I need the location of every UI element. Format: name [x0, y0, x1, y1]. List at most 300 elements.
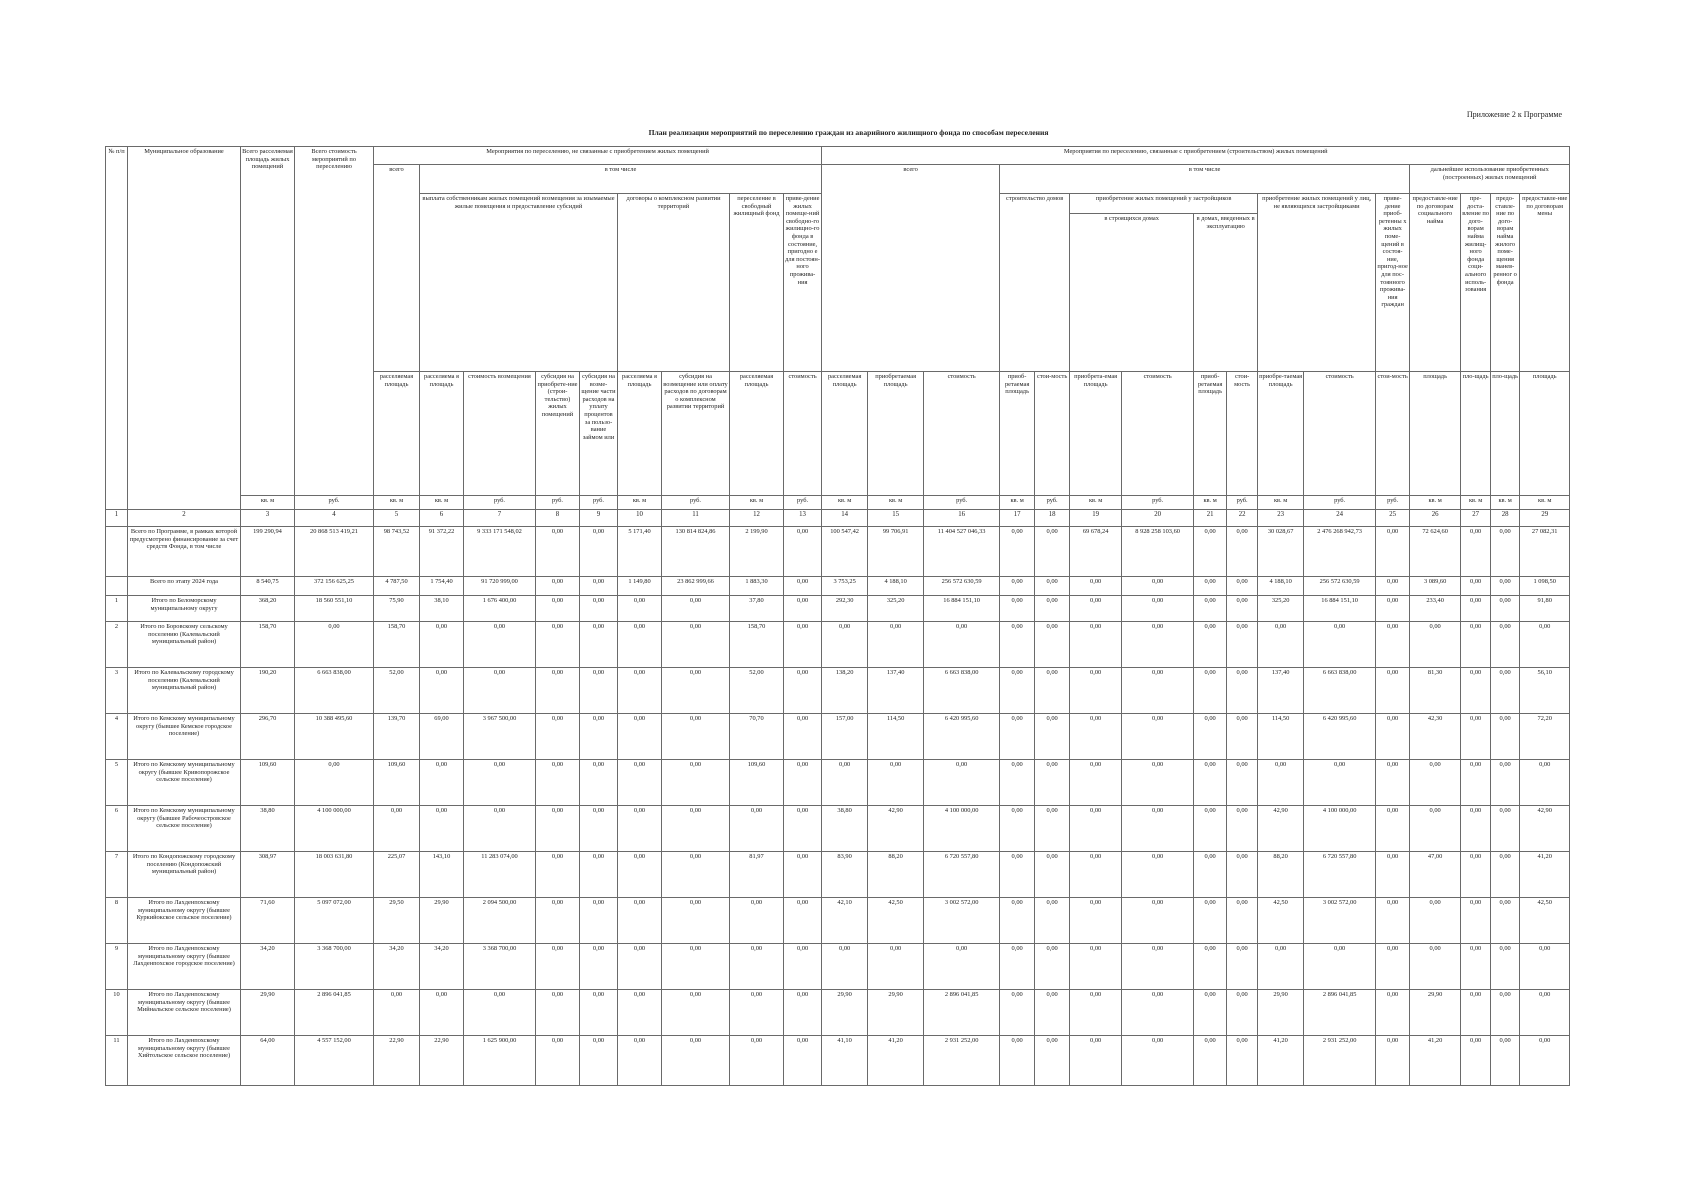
cell-value: 0,00: [662, 806, 730, 852]
resettlement-plan-table: [105, 146, 1570, 1086]
header-column-name: [580, 372, 618, 496]
header-column-name: [1520, 372, 1570, 496]
cell-value: 0,00: [1227, 898, 1258, 944]
cell-value: 0,00: [822, 944, 868, 990]
cell-value: 6 420 995,60: [1304, 714, 1376, 760]
cell-value: 2 199,90: [730, 527, 784, 577]
cell-value: 0,00: [1070, 596, 1122, 622]
header-unit: руб.: [1227, 496, 1258, 510]
cell-value: 0,00: [580, 806, 618, 852]
cell-municipality: Итого по Кемскому муниципальному округу (бывшее Кривопорожское сельское поселение): [128, 760, 241, 806]
header-unit: руб.: [580, 496, 618, 510]
cell-value: 114,50: [1258, 714, 1304, 760]
cell-value: 0,00: [1070, 668, 1122, 714]
cell-value: 0,00: [1035, 714, 1070, 760]
cell-value: 0,00: [662, 1036, 730, 1086]
cell-municipality: Всего по Программе, в рамках которой предусмотрено финансирование за счет средств Фонда, в том числе: [128, 527, 241, 577]
cell-value: 0,00: [1304, 944, 1376, 990]
cell-value: 0,00: [618, 852, 662, 898]
header-buy-in-ready-houses: в домах, введенных в эксплуатацию: [1194, 214, 1258, 372]
cell-value: 0,00: [1035, 596, 1070, 622]
header-column-number: 9: [580, 510, 618, 527]
cell-value: 0,00: [1122, 760, 1194, 806]
header-total-no-acquisition: всего: [374, 165, 420, 372]
header-social-use-rent: пре-доста-вление по дого-ворам найма жилищ-ного фонда соци-ального исполь-зования: [1461, 194, 1491, 372]
cell-row-number: 10: [106, 990, 128, 1036]
cell-value: 0,00: [464, 760, 536, 806]
cell-value: 0,00: [784, 852, 822, 898]
cell-value: 0,00: [1194, 577, 1227, 596]
cell-value: 0,00: [1070, 622, 1122, 668]
cell-value: 292,30: [822, 596, 868, 622]
table-row: [106, 527, 1570, 577]
header-column-number: 7: [464, 510, 536, 527]
document-title: План реализации мероприятий по переселению граждан из аварийного жилищного фонда по способам переселения: [648, 128, 1049, 137]
header-unit: руб.: [924, 496, 1000, 510]
header-unit: руб.: [464, 496, 536, 510]
header-column-name-text: приоб-ретаемая площадь: [1197, 373, 1223, 396]
cell-value: 88,20: [1258, 852, 1304, 898]
table-row: [106, 806, 1570, 852]
header-municipality: Муниципальное образование: [128, 147, 241, 510]
cell-value: 0,00: [1000, 668, 1035, 714]
cell-value: 4 100 000,00: [295, 806, 374, 852]
cell-value: 0,00: [924, 944, 1000, 990]
cell-value: 27 082,31: [1520, 527, 1570, 577]
cell-value: 0,00: [1194, 990, 1227, 1036]
cell-value: 0,00: [1194, 596, 1227, 622]
header-column-name-text: субсидия на возмещение или оплату расходов по договорам о комплексном развитии территорий: [663, 373, 728, 411]
table-row: [106, 1036, 1570, 1086]
cell-value: 0,00: [662, 668, 730, 714]
cell-value: 0,00: [1227, 622, 1258, 668]
cell-value: 0,00: [1035, 806, 1070, 852]
header-column-name: [1304, 372, 1376, 496]
cell-value: 0,00: [868, 760, 924, 806]
cell-value: 0,00: [536, 1036, 580, 1086]
header-unit: кв. м: [1000, 496, 1035, 510]
header-column-number: 1: [106, 510, 128, 527]
header-free-fund: переселение в свободный жилищный фонд: [730, 194, 784, 372]
cell-value: 72,20: [1520, 714, 1570, 760]
cell-value: 0,00: [784, 622, 822, 668]
cell-value: 0,00: [1070, 898, 1122, 944]
cell-value: 0,00: [1122, 806, 1194, 852]
cell-value: 139,70: [374, 714, 420, 760]
header-column-number: 29: [1520, 510, 1570, 527]
cell-value: 0,00: [1491, 944, 1520, 990]
cell-value: 0,00: [464, 668, 536, 714]
cell-row-number: [106, 527, 128, 577]
cell-value: 158,70: [730, 622, 784, 668]
cell-value: 0,00: [374, 806, 420, 852]
header-column-number: 22: [1227, 510, 1258, 527]
cell-value: 0,00: [580, 898, 618, 944]
header-bring-acquired: [1376, 194, 1410, 372]
header-total-acquisition: всего: [822, 165, 1000, 372]
cell-value: 0,00: [1194, 527, 1227, 577]
cell-value: 42,90: [1520, 806, 1570, 852]
header-column-name-text: расселяемая площадь: [379, 373, 414, 388]
cell-value: 29,90: [241, 990, 295, 1036]
header-column-name-text: субсидия на возме-щение части расходов на уплату процентов за пользо-вание займом или: [581, 373, 616, 441]
cell-value: 81,97: [730, 852, 784, 898]
cell-value: 2 896 041,85: [295, 990, 374, 1036]
header-bring-free-fund: [784, 194, 822, 372]
table-row: [106, 944, 1570, 990]
cell-value: 0,00: [580, 622, 618, 668]
header-buy-in-building-houses: в строящихся домах: [1070, 214, 1194, 372]
cell-value: 0,00: [1194, 852, 1227, 898]
cell-value: 0,00: [784, 898, 822, 944]
cell-value: 16 884 151,10: [1304, 596, 1376, 622]
cell-value: 1 149,80: [618, 577, 662, 596]
cell-value: 29,90: [1410, 990, 1461, 1036]
cell-value: 0,00: [1227, 714, 1258, 760]
cell-value: 64,00: [241, 1036, 295, 1086]
header-including-acquisition: в том числе: [1000, 165, 1410, 194]
cell-value: 0,00: [1035, 944, 1070, 990]
cell-value: 0,00: [1194, 760, 1227, 806]
cell-value: 130 814 824,86: [662, 527, 730, 577]
cell-value: 0,00: [1461, 760, 1491, 806]
cell-value: 0,00: [1070, 806, 1122, 852]
cell-value: 9 333 171 548,02: [464, 527, 536, 577]
header-column-name-text: площадь: [1423, 373, 1447, 380]
header-column-name: [924, 372, 1000, 496]
header-column-number: 5: [374, 510, 420, 527]
cell-value: 4 557 152,00: [295, 1036, 374, 1086]
cell-value: 41,10: [822, 1036, 868, 1086]
cell-value: 0,00: [1258, 622, 1304, 668]
header-units-row: [106, 496, 1570, 510]
header-column-name-text: стоимость: [788, 373, 817, 380]
header-social-rent: предоставле-ние по договорам социального найма: [1410, 194, 1461, 372]
cell-value: 0,00: [662, 596, 730, 622]
cell-value: 0,00: [1491, 596, 1520, 622]
cell-value: 0,00: [1000, 596, 1035, 622]
cell-value: 42,10: [822, 898, 868, 944]
cell-value: 0,00: [536, 527, 580, 577]
header-column-name: [374, 372, 420, 496]
cell-value: 0,00: [536, 714, 580, 760]
header-exchange: предоставле-ние по договорам мены: [1520, 194, 1570, 372]
table-row: [106, 668, 1570, 714]
cell-value: 0,00: [784, 714, 822, 760]
header-column-name-text: стои-мость: [1234, 373, 1251, 388]
cell-value: 29,90: [420, 898, 464, 944]
cell-value: 0,00: [464, 622, 536, 668]
header-group-no-acquisition: Мероприятия по переселению, не связанные с приобретением жилых помещений: [374, 147, 822, 165]
cell-value: 138,20: [822, 668, 868, 714]
cell-value: 6 663 838,00: [924, 668, 1000, 714]
cell-value: 42,50: [1258, 898, 1304, 944]
cell-value: 0,00: [1070, 944, 1122, 990]
cell-value: 0,00: [1461, 990, 1491, 1036]
header-unit: кв. м: [374, 496, 420, 510]
header-unit: кв. м: [1258, 496, 1304, 510]
cell-municipality: Итого по Кондопожскому городскому поселению (Кондопожский муниципальный район): [128, 852, 241, 898]
cell-value: 0,00: [730, 1036, 784, 1086]
cell-value: 0,00: [1520, 760, 1570, 806]
cell-value: 0,00: [1491, 990, 1520, 1036]
cell-value: 0,00: [1461, 806, 1491, 852]
cell-value: 0,00: [784, 1036, 822, 1086]
header-column-number: 24: [1304, 510, 1376, 527]
cell-value: 0,00: [1122, 898, 1194, 944]
cell-municipality: Итого по Лахденпохскому муниципальному округу (бывшее Лахденпохское городское поселение): [128, 944, 241, 990]
cell-value: 38,80: [241, 806, 295, 852]
header-unit: кв. м: [618, 496, 662, 510]
cell-value: 0,00: [1194, 806, 1227, 852]
cell-value: 0,00: [784, 577, 822, 596]
cell-municipality: Итого по Кемскому муниципальному округу (бывшее Кемское городское поселение): [128, 714, 241, 760]
header-column-name-text: стоимость возмещения: [468, 373, 531, 380]
cell-value: 0,00: [1194, 898, 1227, 944]
cell-value: 0,00: [1035, 527, 1070, 577]
cell-row-number: 11: [106, 1036, 128, 1086]
cell-value: 3 753,25: [822, 577, 868, 596]
header-total-cost: Всего стоимость мероприятий по переселению: [295, 147, 374, 496]
cell-value: 0,00: [1410, 898, 1461, 944]
cell-value: 0,00: [618, 806, 662, 852]
cell-value: 41,20: [1258, 1036, 1304, 1086]
cell-value: 0,00: [1491, 527, 1520, 577]
cell-value: 72 624,60: [1410, 527, 1461, 577]
cell-value: 1 754,40: [420, 577, 464, 596]
cell-value: 368,20: [241, 596, 295, 622]
header-column-name: [420, 372, 464, 496]
cell-value: 0,00: [662, 714, 730, 760]
table-row: [106, 852, 1570, 898]
cell-value: 2 896 041,85: [924, 990, 1000, 1036]
cell-value: 0,00: [1376, 577, 1410, 596]
header-column-name-text: расселяема я площадь: [424, 373, 459, 388]
cell-value: 0,00: [536, 760, 580, 806]
header-column-name: [1461, 372, 1491, 496]
cell-value: 0,00: [1000, 622, 1035, 668]
cell-value: 0,00: [1491, 668, 1520, 714]
cell-value: 0,00: [1070, 577, 1122, 596]
header-column-name: [730, 372, 784, 496]
cell-value: 6 720 557,80: [1304, 852, 1376, 898]
appendix-label: Приложение 2 к Программе: [1466, 110, 1562, 119]
header-buy-from-non-developers: приобретение жилых помещений у лиц, не являющихся застройщиками: [1258, 194, 1376, 372]
header-including-no-acquisition: в том числе: [420, 165, 822, 194]
cell-value: 18 003 631,80: [295, 852, 374, 898]
cell-value: 22,90: [420, 1036, 464, 1086]
cell-value: 0,00: [1376, 990, 1410, 1036]
cell-value: 0,00: [1000, 527, 1035, 577]
cell-value: 0,00: [730, 944, 784, 990]
cell-value: 0,00: [1227, 944, 1258, 990]
cell-value: 0,00: [536, 898, 580, 944]
cell-value: 0,00: [536, 990, 580, 1036]
header-unit: кв. м: [1491, 496, 1520, 510]
cell-value: 0,00: [924, 622, 1000, 668]
cell-value: 4 100 000,00: [924, 806, 1000, 852]
cell-value: 0,00: [868, 622, 924, 668]
cell-value: 6 420 995,60: [924, 714, 1000, 760]
header-column-name: [618, 372, 662, 496]
cell-value: 0,00: [420, 622, 464, 668]
cell-value: 38,10: [420, 596, 464, 622]
cell-value: 41,20: [1410, 1036, 1461, 1086]
cell-municipality: Итого по Беломорскому муниципальному округу: [128, 596, 241, 622]
cell-value: 0,00: [618, 668, 662, 714]
cell-value: 0,00: [374, 990, 420, 1036]
cell-value: 158,70: [241, 622, 295, 668]
header-column-name: [1194, 372, 1227, 496]
header-column-number: 21: [1194, 510, 1227, 527]
header-column-name: [1376, 372, 1410, 496]
table-row: [106, 714, 1570, 760]
cell-value: 0,00: [1122, 1036, 1194, 1086]
cell-value: 75,90: [374, 596, 420, 622]
cell-value: 0,00: [662, 944, 730, 990]
cell-value: 0,00: [1000, 577, 1035, 596]
header-column-name: [1000, 372, 1035, 496]
cell-row-number: 8: [106, 898, 128, 944]
header-unit: кв. м: [1070, 496, 1122, 510]
cell-value: 0,00: [822, 760, 868, 806]
cell-value: 2 896 041,85: [1304, 990, 1376, 1036]
cell-value: 29,90: [822, 990, 868, 1036]
cell-value: 199 290,94: [241, 527, 295, 577]
header-column-number: 20: [1122, 510, 1194, 527]
header-column-name-text: приобрета-емая площадь: [1074, 373, 1118, 388]
cell-value: 0,00: [1122, 596, 1194, 622]
cell-value: 0,00: [784, 668, 822, 714]
cell-value: 29,50: [374, 898, 420, 944]
cell-value: 0,00: [1000, 944, 1035, 990]
header-column-number: 26: [1410, 510, 1461, 527]
cell-value: 4 188,10: [1258, 577, 1304, 596]
cell-value: 42,90: [1258, 806, 1304, 852]
cell-value: 69 678,24: [1070, 527, 1122, 577]
cell-value: 0,00: [1035, 1036, 1070, 1086]
header-bring-acquired-text: приве-дение приоб-ретенны х жилых поме-щений в состоя-ние, пригод-ное для пос-тоянного прожива-ния граждан: [1377, 195, 1408, 309]
cell-value: 0,00: [730, 898, 784, 944]
cell-value: 20 868 513 419,21: [295, 527, 374, 577]
cell-value: 6 663 838,00: [1304, 668, 1376, 714]
cell-row-number: 2: [106, 622, 128, 668]
cell-municipality: Всего по этапу 2024 года: [128, 577, 241, 596]
header-column-name-text: приоб-ретаемая площадь: [1004, 373, 1030, 396]
cell-value: 3 368 700,00: [464, 944, 536, 990]
header-column-name-text: пло-щадь: [1492, 373, 1519, 380]
cell-value: 0,00: [580, 944, 618, 990]
cell-value: 23 862 999,66: [662, 577, 730, 596]
cell-value: 0,00: [536, 577, 580, 596]
header-column-name: [1070, 372, 1122, 496]
header-column-number: 6: [420, 510, 464, 527]
cell-value: 0,00: [618, 760, 662, 806]
cell-value: 83,90: [822, 852, 868, 898]
cell-value: 8 928 258 103,60: [1122, 527, 1194, 577]
cell-value: 0,00: [1035, 852, 1070, 898]
cell-value: 0,00: [1227, 527, 1258, 577]
table-row: [106, 990, 1570, 1036]
cell-value: 137,40: [868, 668, 924, 714]
cell-row-number: 3: [106, 668, 128, 714]
cell-value: 4 188,10: [868, 577, 924, 596]
cell-value: 0,00: [536, 806, 580, 852]
cell-value: 137,40: [1258, 668, 1304, 714]
cell-value: 0,00: [580, 596, 618, 622]
header-further-use: дальнейшее использование приобретенных (построенных) жилых помещений: [1410, 165, 1570, 194]
cell-value: 0,00: [1376, 596, 1410, 622]
cell-value: 0,00: [580, 852, 618, 898]
cell-value: 0,00: [1122, 944, 1194, 990]
cell-row-number: 1: [106, 596, 128, 622]
header-column-name: [784, 372, 822, 496]
cell-value: 143,10: [420, 852, 464, 898]
cell-value: 0,00: [1461, 668, 1491, 714]
cell-value: 52,00: [730, 668, 784, 714]
cell-value: 0,00: [1227, 577, 1258, 596]
cell-value: 1 098,50: [1520, 577, 1570, 596]
cell-value: 0,00: [1491, 760, 1520, 806]
cell-value: 325,20: [868, 596, 924, 622]
cell-value: 0,00: [1227, 806, 1258, 852]
cell-value: 0,00: [536, 944, 580, 990]
cell-value: 0,00: [1227, 760, 1258, 806]
cell-value: 0,00: [1376, 714, 1410, 760]
cell-value: 5 171,40: [618, 527, 662, 577]
cell-value: 0,00: [1194, 668, 1227, 714]
cell-value: 296,70: [241, 714, 295, 760]
cell-value: 1 883,30: [730, 577, 784, 596]
table-row: [106, 596, 1570, 622]
cell-value: 0,00: [1376, 898, 1410, 944]
cell-value: 0,00: [924, 760, 1000, 806]
cell-value: 91,80: [1520, 596, 1570, 622]
header-column-name: [662, 372, 730, 496]
cell-value: 0,00: [1376, 527, 1410, 577]
header-column-name-text: стои-мость: [1377, 373, 1408, 380]
header-unit: руб.: [1035, 496, 1070, 510]
cell-value: 0,00: [784, 760, 822, 806]
cell-value: 0,00: [1227, 1036, 1258, 1086]
cell-value: 325,20: [1258, 596, 1304, 622]
cell-value: 0,00: [580, 668, 618, 714]
header-unit: кв. м: [730, 496, 784, 510]
header-unit: кв. м: [1194, 496, 1227, 510]
cell-municipality: Итого по Боровскому сельскому поселению (Калевальский муниципальный район): [128, 622, 241, 668]
cell-value: 109,60: [374, 760, 420, 806]
table-body: [106, 527, 1570, 1086]
cell-value: 3 089,60: [1410, 577, 1461, 596]
header-column-number: 16: [924, 510, 1000, 527]
cell-value: 0,00: [1491, 577, 1520, 596]
cell-value: 0,00: [1461, 714, 1491, 760]
header-column-number: 3: [241, 510, 295, 527]
header-unit: руб.: [536, 496, 580, 510]
cell-value: 0,00: [1410, 760, 1461, 806]
cell-value: 0,00: [1035, 622, 1070, 668]
cell-value: 0,00: [1376, 806, 1410, 852]
cell-value: 0,00: [295, 622, 374, 668]
cell-value: 0,00: [618, 596, 662, 622]
header-column-name-text: расселяема я площадь: [622, 373, 657, 388]
table-header: [106, 147, 1570, 527]
header-column-name-text: расселяемая площадь: [739, 373, 774, 388]
header-unit: руб.: [1376, 496, 1410, 510]
header-column-name: [1227, 372, 1258, 496]
cell-municipality: Итого по Кемскому муниципальному округу (бывшее Рабочеостровское сельское поселение): [128, 806, 241, 852]
header-column-name: [1410, 372, 1461, 496]
